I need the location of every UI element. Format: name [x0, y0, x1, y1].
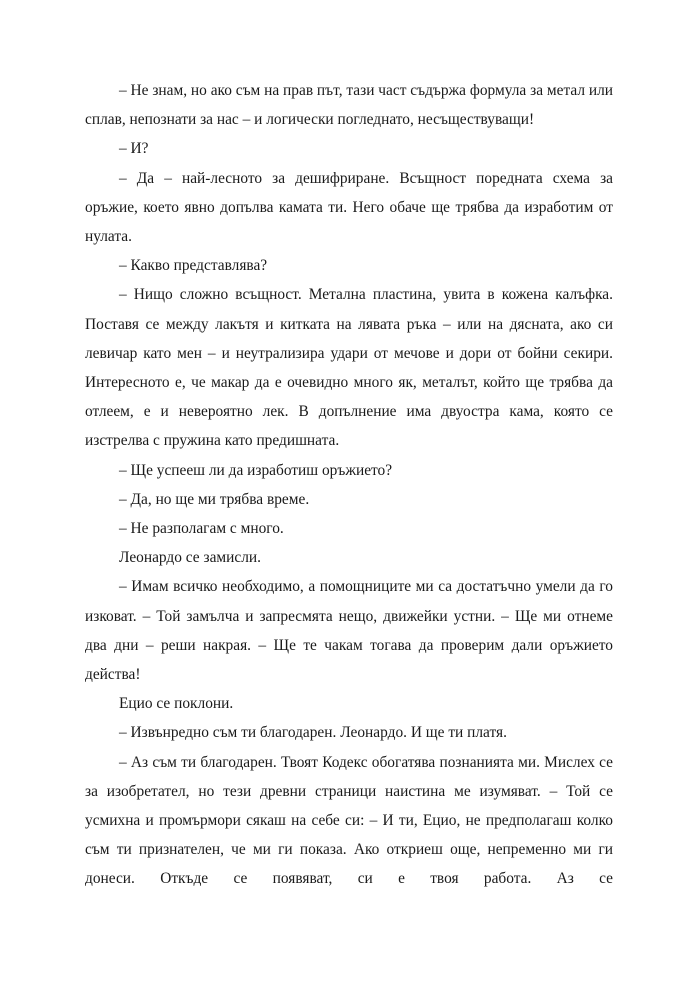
paragraph: – Не разполагам с много.: [119, 520, 284, 538]
paragraph: – Да, но ще ми трябва време.: [119, 490, 310, 508]
paragraph: – Нищо сложно всъщност. Метална пластина, увита в кожена калъфка. Поставя се между лакътя и китката на лявата ръка – или на дясната, ако си левичар като мен – и неутрализира удари от мечове и дори от бойни секири. Интересното е, че макар да е очевидно много як, металът, който ще трябва да отлеем, е и невероятно лек. В допълнение има двуостра кама, която се изстрелва с пружина като предишната.: [85, 286, 613, 450]
paragraph: Леонардо се замисли.: [119, 549, 261, 567]
paragraph: – Имам всичко необходимо, а помощниците ми са достатъчно умели да го изковат. – Той замълча и запресмята нещо, движейки устни. – Ще ми отнеме два дни – реши накрая. – Ще те чакам тогава да проверим дали оръжието действа!: [85, 578, 613, 684]
paragraph: – Ще успееш ли да изработиш оръжието?: [119, 461, 393, 479]
paragraph: – Извънредно съм ти благодарен. Леонардо. И ще ти платя.: [119, 724, 507, 742]
paragraph: – Да – най-лесното за дешифриране. Всъщност поредната схема за оръжие, което явно допълва камата ти. Него обаче ще трябва да изработим от нулата.: [85, 169, 613, 246]
paragraph: – Не знам, но ако съм на прав път, тази част съдържа формула за метал или сплав, непознати за нас – и логически погледнато, несъществуващи!: [85, 82, 614, 129]
paragraph: – Аз съм ти благодарен. Твоят Кодекс обогатява познанията ми. Мислех се за изобретател, но тези древни страници наистина ме изумяват. – Той се усмихна и промърмори сякаш на себе си: – И ти, Ецио, не предполагаш колко съм ти признателен, че ми ги показа. Ако откриеш още, непременно ми ги донеси. Откъде се появяват, си е твоя работа. Аз се: [85, 753, 613, 888]
paragraph: – Какво представлява?: [119, 257, 268, 275]
page-text: [85, 76, 613, 894]
paragraph: Ецио се поклони.: [119, 695, 234, 713]
paragraph: – И?: [119, 140, 149, 158]
